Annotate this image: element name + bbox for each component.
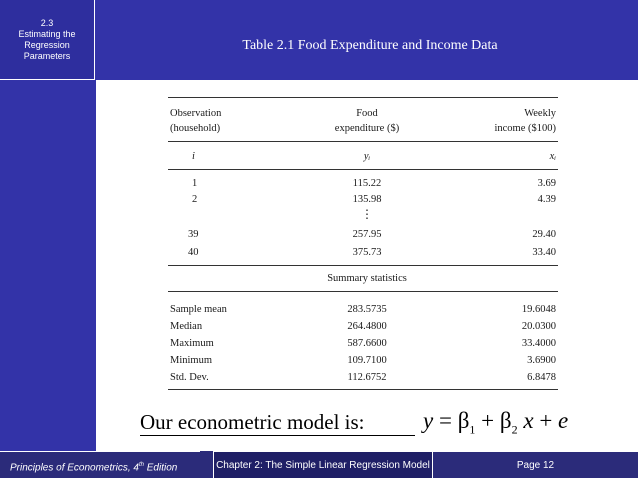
stat-median-food: 264.4800 bbox=[347, 321, 387, 332]
model-statement bbox=[140, 408, 600, 438]
stat-sd-label: Std. Dev. bbox=[170, 372, 209, 383]
table-bottom-rule bbox=[168, 389, 558, 390]
row-1-food: 115.22 bbox=[352, 178, 382, 189]
header-food-sub: expenditure ($) bbox=[334, 123, 400, 134]
stat-min-income: 3.6900 bbox=[527, 355, 556, 366]
eq-e: e bbox=[558, 408, 569, 433]
row-1-obs: 1 bbox=[192, 178, 198, 189]
section-line-1: Estimating the bbox=[18, 29, 76, 39]
header-income: Weekly bbox=[524, 108, 556, 119]
regression-equation bbox=[423, 408, 568, 438]
eq-plus-1: + bbox=[481, 408, 495, 433]
sidebar-band bbox=[0, 80, 96, 451]
footer-page: Page 12 bbox=[433, 451, 638, 478]
summary-top-rule bbox=[168, 265, 558, 266]
eq-sub-1: 1 bbox=[469, 422, 476, 437]
row-39-obs: 39 bbox=[188, 229, 199, 240]
model-underline bbox=[140, 435, 415, 436]
stat-sd-income: 6.8478 bbox=[527, 372, 556, 383]
table-top-rule bbox=[168, 97, 558, 98]
header-rule bbox=[168, 141, 558, 142]
section-number: 2.3 bbox=[40, 18, 54, 28]
row-1-income: 3.69 bbox=[537, 178, 556, 189]
slide-title: Table 2.1 Food Expenditure and Income Data bbox=[242, 38, 498, 53]
stat-median-income: 20.0300 bbox=[521, 321, 556, 332]
model-text: Our econometric model is: bbox=[140, 410, 365, 434]
eq-equals: = bbox=[438, 408, 452, 433]
section-line-3: Parameters bbox=[23, 51, 71, 61]
footer-book-edition: Edition bbox=[143, 462, 178, 474]
stat-mean-food: 283.5735 bbox=[347, 304, 387, 315]
eq-beta-1: β bbox=[457, 408, 470, 433]
symbol-rule bbox=[168, 169, 558, 170]
footer-book-sup: th bbox=[138, 462, 144, 468]
row-40-food: 375.73 bbox=[352, 247, 382, 258]
footer-bar bbox=[0, 451, 638, 478]
stat-max-label: Maximum bbox=[170, 338, 214, 349]
eq-plus-2: + bbox=[539, 408, 553, 433]
stat-median-label: Median bbox=[170, 321, 203, 332]
stat-mean-income: 19.6048 bbox=[521, 304, 556, 315]
header-income-sub: income ($100) bbox=[494, 123, 556, 134]
summary-rule bbox=[168, 291, 558, 292]
row-2-income: 4.39 bbox=[537, 194, 556, 205]
data-table bbox=[162, 95, 558, 391]
stat-max-income: 33.4000 bbox=[521, 338, 556, 349]
eq-sub-2: 2 bbox=[511, 422, 518, 437]
footer-book-title: Principles of Econometrics, 4 bbox=[10, 462, 139, 474]
footer-book bbox=[0, 451, 200, 478]
row-39-food: 257.95 bbox=[352, 229, 382, 240]
symbol-y: yᵢ bbox=[363, 151, 371, 162]
symbol-i: i bbox=[192, 151, 195, 162]
section-label bbox=[0, 0, 95, 80]
stat-min-food: 109.7100 bbox=[347, 355, 387, 366]
footer-chapter: Chapter 2: The Simple Linear Regression Model bbox=[213, 451, 433, 478]
stat-min-label: Minimum bbox=[170, 355, 213, 366]
symbol-x: xᵢ bbox=[549, 151, 556, 162]
section-line-2: Regression bbox=[24, 40, 70, 50]
stat-mean-label: Sample mean bbox=[170, 304, 227, 315]
row-40-obs: 40 bbox=[188, 247, 199, 258]
ellipsis-row: ⋮ bbox=[361, 207, 373, 221]
row-39-income: 29.40 bbox=[532, 229, 556, 240]
eq-beta-2: β bbox=[499, 408, 512, 433]
eq-y: y bbox=[423, 408, 434, 433]
row-40-income: 33.40 bbox=[532, 247, 556, 258]
header-food: Food bbox=[356, 108, 378, 119]
row-2-food: 135.98 bbox=[352, 194, 382, 205]
stat-max-food: 587.6600 bbox=[347, 338, 387, 349]
summary-heading: Summary statistics bbox=[327, 273, 407, 284]
eq-x: x bbox=[523, 408, 534, 433]
header-observation-sub: (household) bbox=[170, 123, 221, 134]
row-2-obs: 2 bbox=[192, 194, 198, 205]
stat-sd-food: 112.6752 bbox=[347, 372, 387, 383]
header-observation: Observation bbox=[170, 108, 222, 119]
